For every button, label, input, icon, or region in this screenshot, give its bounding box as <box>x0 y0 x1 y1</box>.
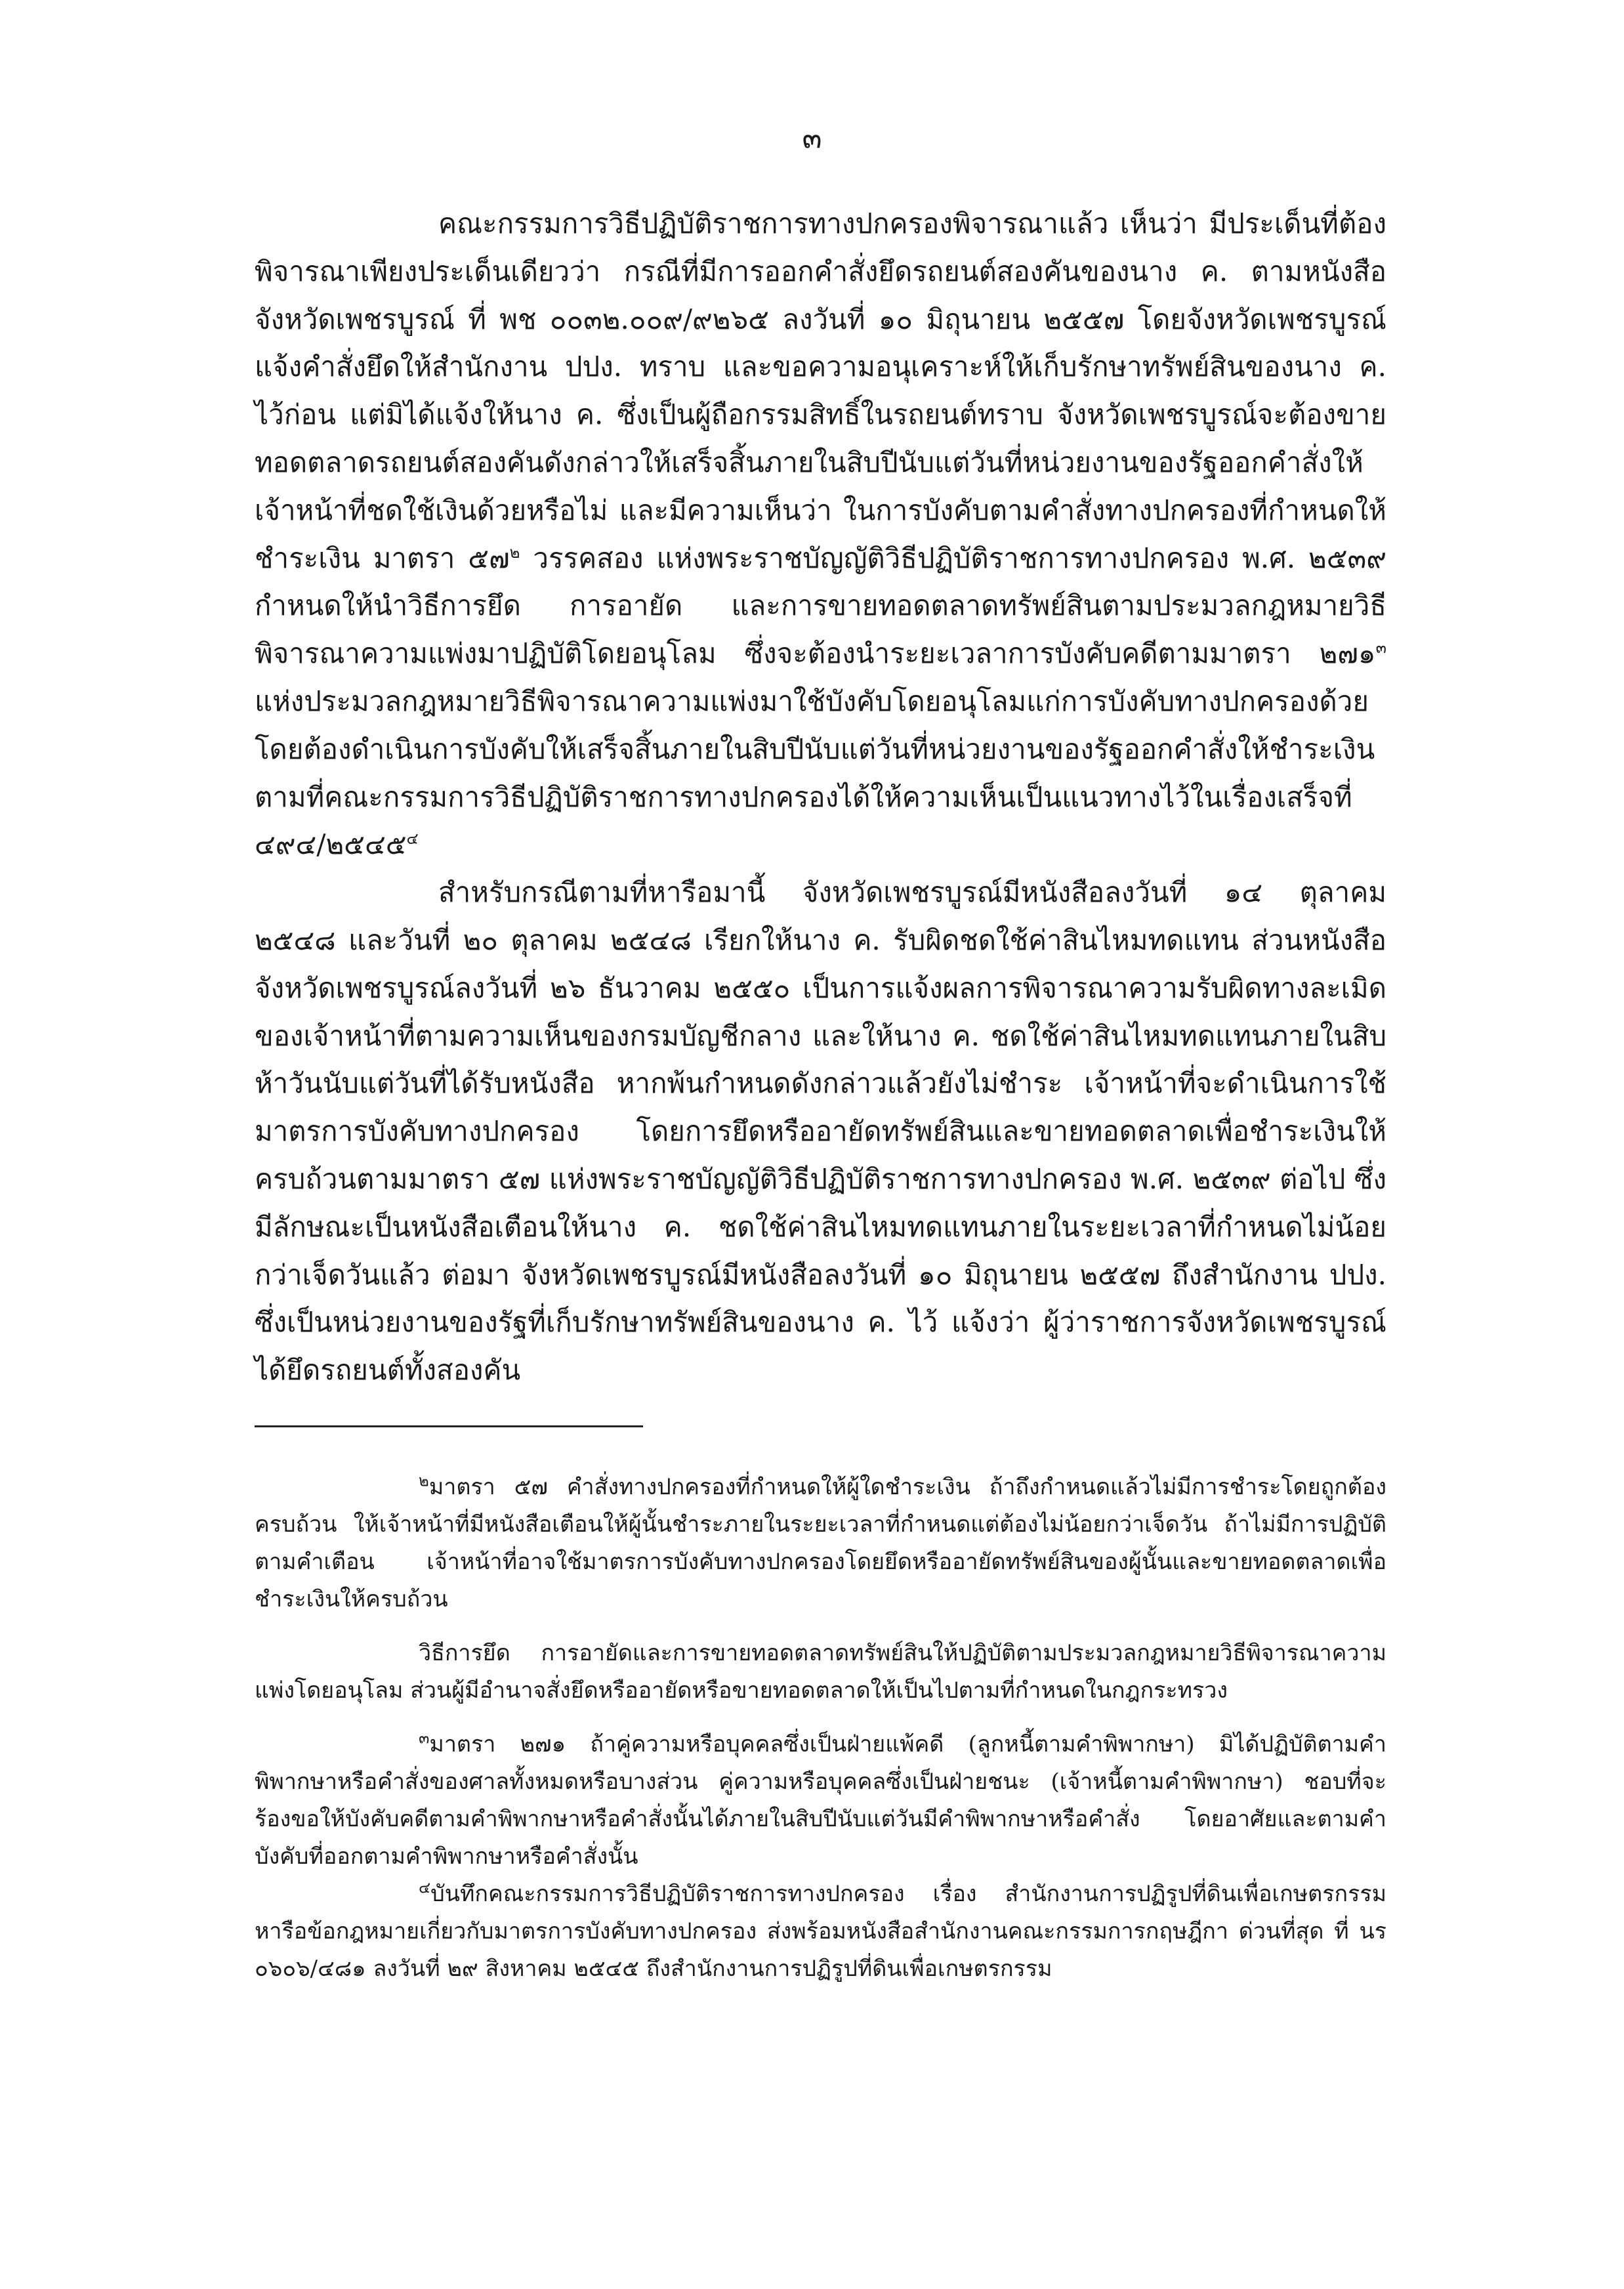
footnote-number: ๒ <box>419 1471 429 1490</box>
footnote-text: บันทึกคณะกรรมการวิธีปฏิบัติราชการทางปกครอง เรื่อง สำนักงานการปฏิรูปที่ดินเพื่อเกษตรกรรมหารือข้อกฎหมายเกี่ยวกับมาตรการบังคับทางปกครอง ส่งพร้อมหนังสือสำนักงานคณะกรรมการกฤษฎีกา ด่วนที่สุด ที่ นร ๐๖๐๖/๔๘๑ ลงวันที่ ๒๙ สิงหาคม ๒๕๔๕ ถึงสำนักงานการปฏิรูปที่ดินเพื่อเกษตรกรรม <box>255 1881 1386 1982</box>
paragraph-2: สำหรับกรณีตามที่หารือมานี้ จังหวัดเพชรบูรณ์มีหนังสือลงวันที่ ๑๔ ตุลาคม ๒๕๔๘ และวันที่ ๒๐ ตุลาคม ๒๕๔๘ เรียกให้นาง ค. รับผิดชดใช้ค่าสินไหมทดแทน ส่วนหนังสือจังหวัดเพชรบูรณ์ลงวันที่ ๒๖ ธันวาคม ๒๕๕๐ เป็นการแจ้งผลการพิจารณาความรับผิดทางละเมิดของเจ้าหน้าที่ตามความเห็นของกรมบัญชีกลาง และให้นาง ค. ชดใช้ค่าสินไหมทดแทนภายในสิบห้าวันนับแต่วันที่ได้รับหนังสือ หากพ้นกำหนดดังกล่าวแล้วยังไม่ชำระ เจ้าหน้าที่จะดำเนินการใช้มาตรการบังคับทางปกครอง โดยการยึดหรืออายัดทรัพย์สินและขายทอดตลาดเพื่อชำระเงินให้ครบถ้วนตามมาตรา ๕๗ แห่งพระราชบัญญัติวิธีปฏิบัติราชการทางปกครอง พ.ศ. ๒๕๓๙ ต่อไป ซึ่งมีลักษณะเป็นหนังสือเตือนให้นาง ค. ชดใช้ค่าสินไหมทดแทนภายในระยะเวลาที่กำหนดไม่น้อยกว่าเจ็ดวันแล้ว ต่อมา จังหวัดเพชรบูรณ์มีหนังสือลงวันที่ ๑๐ มิถุนายน ๒๕๕๗ ถึงสำนักงาน ปปง. ซึ่งเป็นหน่วยงานของรัฐที่เก็บรักษาทรัพย์สินของนาง ค. ไว้ แจ้งว่า ผู้ว่าราชการจังหวัดเพชรบูรณ์ได้ยึดรถยนต์ทั้งสองคัน <box>255 876 1386 1387</box>
footnote-text: มาตรา ๒๗๑ ถ้าคู่ความหรือบุคคลซึ่งเป็นฝ่ายแพ้คดี (ลูกหนี้ตามคำพิพากษา) มิได้ปฏิบัติตามคำพิพากษาหรือคำสั่งของศาลทั้งหมดหรือบางส่วน คู่ความหรือบุคคลซึ่งเป็นฝ่ายชนะ (เจ้าหนี้ตามคำพิพากษา) ชอบที่จะร้องขอให้บังคับคดีตามคำพิพากษาหรือคำสั่งนั้นได้ภายในสิบปีนับแต่วันมีคำพิพากษาหรือคำสั่ง โดยอาศัยและตามคำบังคับที่ออกตามคำพิพากษาหรือคำสั่งนั้น <box>255 1731 1386 1870</box>
footnote-2 <box>255 1469 1386 1618</box>
footnotes-section <box>255 1469 1386 1988</box>
footnote-2-continued <box>255 1635 1386 1710</box>
footnote-number: ๔ <box>419 1878 431 1897</box>
footnote-number: ๓ <box>419 1729 430 1748</box>
footnote-ref-4: ๔ <box>406 830 419 849</box>
footnote-divider <box>255 1425 643 1427</box>
page-number: ๓ <box>802 121 822 155</box>
footnote-3 <box>255 1726 1386 1876</box>
paragraph-1 <box>255 200 1386 869</box>
paragraph-1-part-1: คณะกรรมการวิธีปฏิบัติราชการทางปกครองพิจารณาแล้ว เห็นว่า มีประเด็นที่ต้องพิจารณาเพียงประเด็นเดียวว่า กรณีที่มีการออกคำสั่งยึดรถยนต์สองคันของนาง ค. ตามหนังสือจังหวัดเพชรบูรณ์ ที่ พช ๐๐๓๒.๐๐๙/๙๒๖๕ ลงวันที่ ๑๐ มิถุนายน ๒๕๕๗ โดยจังหวัดเพชรบูรณ์แจ้งคำสั่งยึดให้สำนักงาน ปปง. ทราบ และขอความอนุเคราะห์ให้เก็บรักษาทรัพย์สินของนาง ค. ไว้ก่อน แต่มิได้แจ้งให้นาง ค. ซึ่งเป็นผู้ถือกรรมสิทธิ์ในรถยนต์ทราบ จังหวัดเพชรบูรณ์จะต้องขายทอดตลาดรถยนต์สองคันดังกล่าวให้เสร็จสิ้นภายในสิบปีนับแต่วันที่หน่วยงานของรัฐออกคำสั่งให้เจ้าหน้าที่ชดใช้เงินด้วยหรือไม่ และมีความเห็นว่า ในการบังคับตามคำสั่งทางปกครองที่กำหนดให้ชำระเงิน มาตรา ๕๗ <box>255 207 1386 574</box>
footnote-text: วิธีการยึด การอายัดและการขายทอดตลาดทรัพย์สินให้ปฏิบัติตามประมวลกฎหมายวิธีพิจารณาความแพ่งโดยอนุโลม ส่วนผู้มีอำนาจสั่งยึดหรืออายัดหรือขายทอดตลาดให้เป็นไปตามที่กำหนดในกฎกระทรวง <box>255 1640 1386 1704</box>
footnote-ref-2: ๒ <box>509 543 520 562</box>
paragraph-1-part-2: วรรคสอง แห่งพระราชบัญญัติวิธีปฏิบัติราชการทางปกครอง พ.ศ. ๒๕๓๙ กำหนดให้นำวิธีการยึด การอายัด และการขายทอดตลาดทรัพย์สินตามประมวลกฎหมายวิธีพิจารณาความแพ่งมาปฏิบัติโดยอนุโลม ซึ่งจะต้องนำระยะเวลาการบังคับคดีตามมาตรา ๒๗๑ <box>255 541 1386 670</box>
body-text <box>255 200 1386 1395</box>
paragraph-1-part-3: แห่งประมวลกฎหมายวิธีพิจารณาความแพ่งมาใช้บังคับโดยอนุโลมแก่การบังคับทางปกครองด้วย โดยต้องดำเนินการบังคับให้เสร็จสิ้นภายในสิบปีนับแต่วันที่หน่วยงานของรัฐออกคำสั่งให้ชำระเงิน ตามที่คณะกรรมการวิธีปฏิบัติราชการทางปกครองได้ให้ความเห็นเป็นแนวทางไว้ในเรื่องเสร็จที่ ๔๙๔/๒๕๔๕ <box>255 684 1375 861</box>
footnote-text: มาตรา ๕๗ คำสั่งทางปกครองที่กำหนดให้ผู้ใดชำระเงิน ถ้าถึงกำหนดแล้วไม่มีการชำระโดยถูกต้องครบถ้วน ให้เจ้าหน้าที่มีหนังสือเตือนให้ผู้นั้นชำระภายในระยะเวลาที่กำหนดแต่ต้องไม่น้อยกว่าเจ็ดวัน ถ้าไม่มีการปฏิบัติตามคำเตือน เจ้าหน้าที่อาจใช้มาตรการบังคับทางปกครองโดยยึดหรืออายัดทรัพย์สินของผู้นั้นและขายทอดตลาดเพื่อชำระเงินให้ครบถ้วน <box>255 1474 1386 1612</box>
footnote-ref-3: ๓ <box>1375 639 1386 658</box>
footnote-4 <box>255 1876 1386 1988</box>
